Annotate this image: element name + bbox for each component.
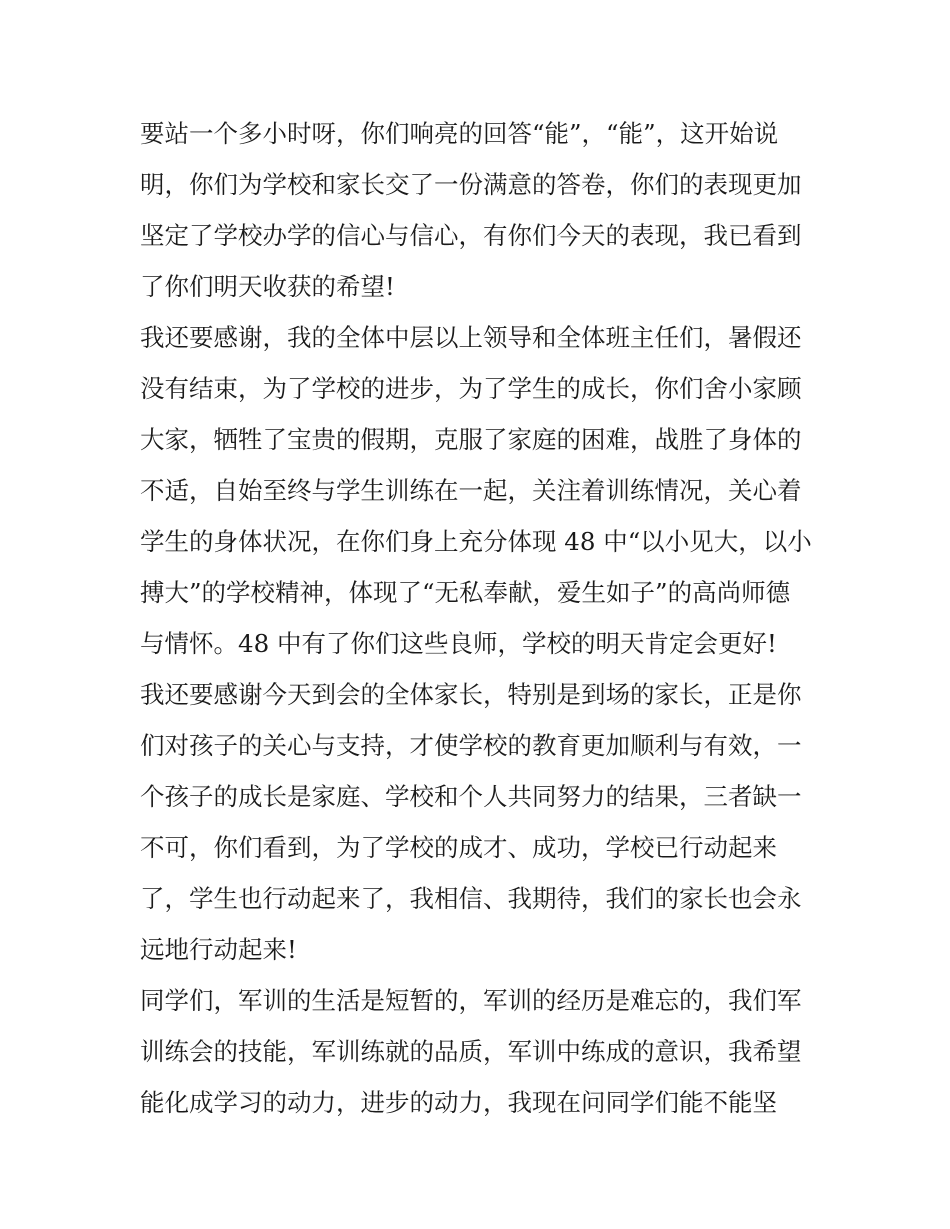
text-line: 远地行动起来! (140, 935, 297, 964)
text-line: 个孩子的成长是家庭、学校和个人共同努力的结果，三者缺一 (140, 782, 802, 811)
body-text (140, 108, 820, 1128)
text-line: 与情怀。48 中有了你们这些良师，学校的明天肯定会更好! (140, 629, 777, 658)
text-line: 不可，你们看到，为了学校的成才、成功，学校已行动起来 (140, 833, 777, 862)
text-line: 能化成学习的动力，进步的动力，我现在问同学们能不能坚 (140, 1088, 777, 1117)
text-line: 学生的身体状况，在你们身上充分体现 48 中“以小见大，以小 (140, 527, 812, 556)
text-line: 了你们明天收获的希望! (140, 272, 395, 301)
text-line: 了，学生也行动起来了，我相信、我期待，我们的家长也会永 (140, 884, 802, 913)
text-line: 明，你们为学校和家长交了一份满意的答卷，你们的表现更加 (140, 170, 802, 199)
text-line: 不适，自始至终与学生训练在一起，关注着训练情况，关心着 (140, 476, 802, 505)
text-line: 搏大”的学校精神，体现了“无私奉献，爱生如子”的高尚师德 (140, 578, 791, 607)
text-line: 要站一个多小时呀，你们响亮的回答“能”，“能”，这开始说 (140, 119, 779, 148)
text-line: 大家，牺牲了宝贵的假期，克服了家庭的困难，战胜了身体的 (140, 425, 802, 454)
text-line: 们对孩子的关心与支持，才使学校的教育更加顺利与有效，一 (140, 731, 802, 760)
text-line: 训练会的技能，军训练就的品质，军训中练成的意识，我希望 (140, 1037, 802, 1066)
text-line: 我还要感谢，我的全体中层以上领导和全体班主任们，暑假还 (140, 323, 802, 352)
text-line: 我还要感谢今天到会的全体家长，特别是到场的家长，正是你 (140, 680, 802, 709)
text-line: 同学们，军训的生活是短暂的，军训的经历是难忘的，我们军 (140, 986, 802, 1015)
text-line: 没有结束，为了学校的进步，为了学生的成长，你们舍小家顾 (140, 374, 802, 403)
text-line: 坚定了学校办学的信心与信心，有你们今天的表现，我已看到 (140, 221, 802, 250)
